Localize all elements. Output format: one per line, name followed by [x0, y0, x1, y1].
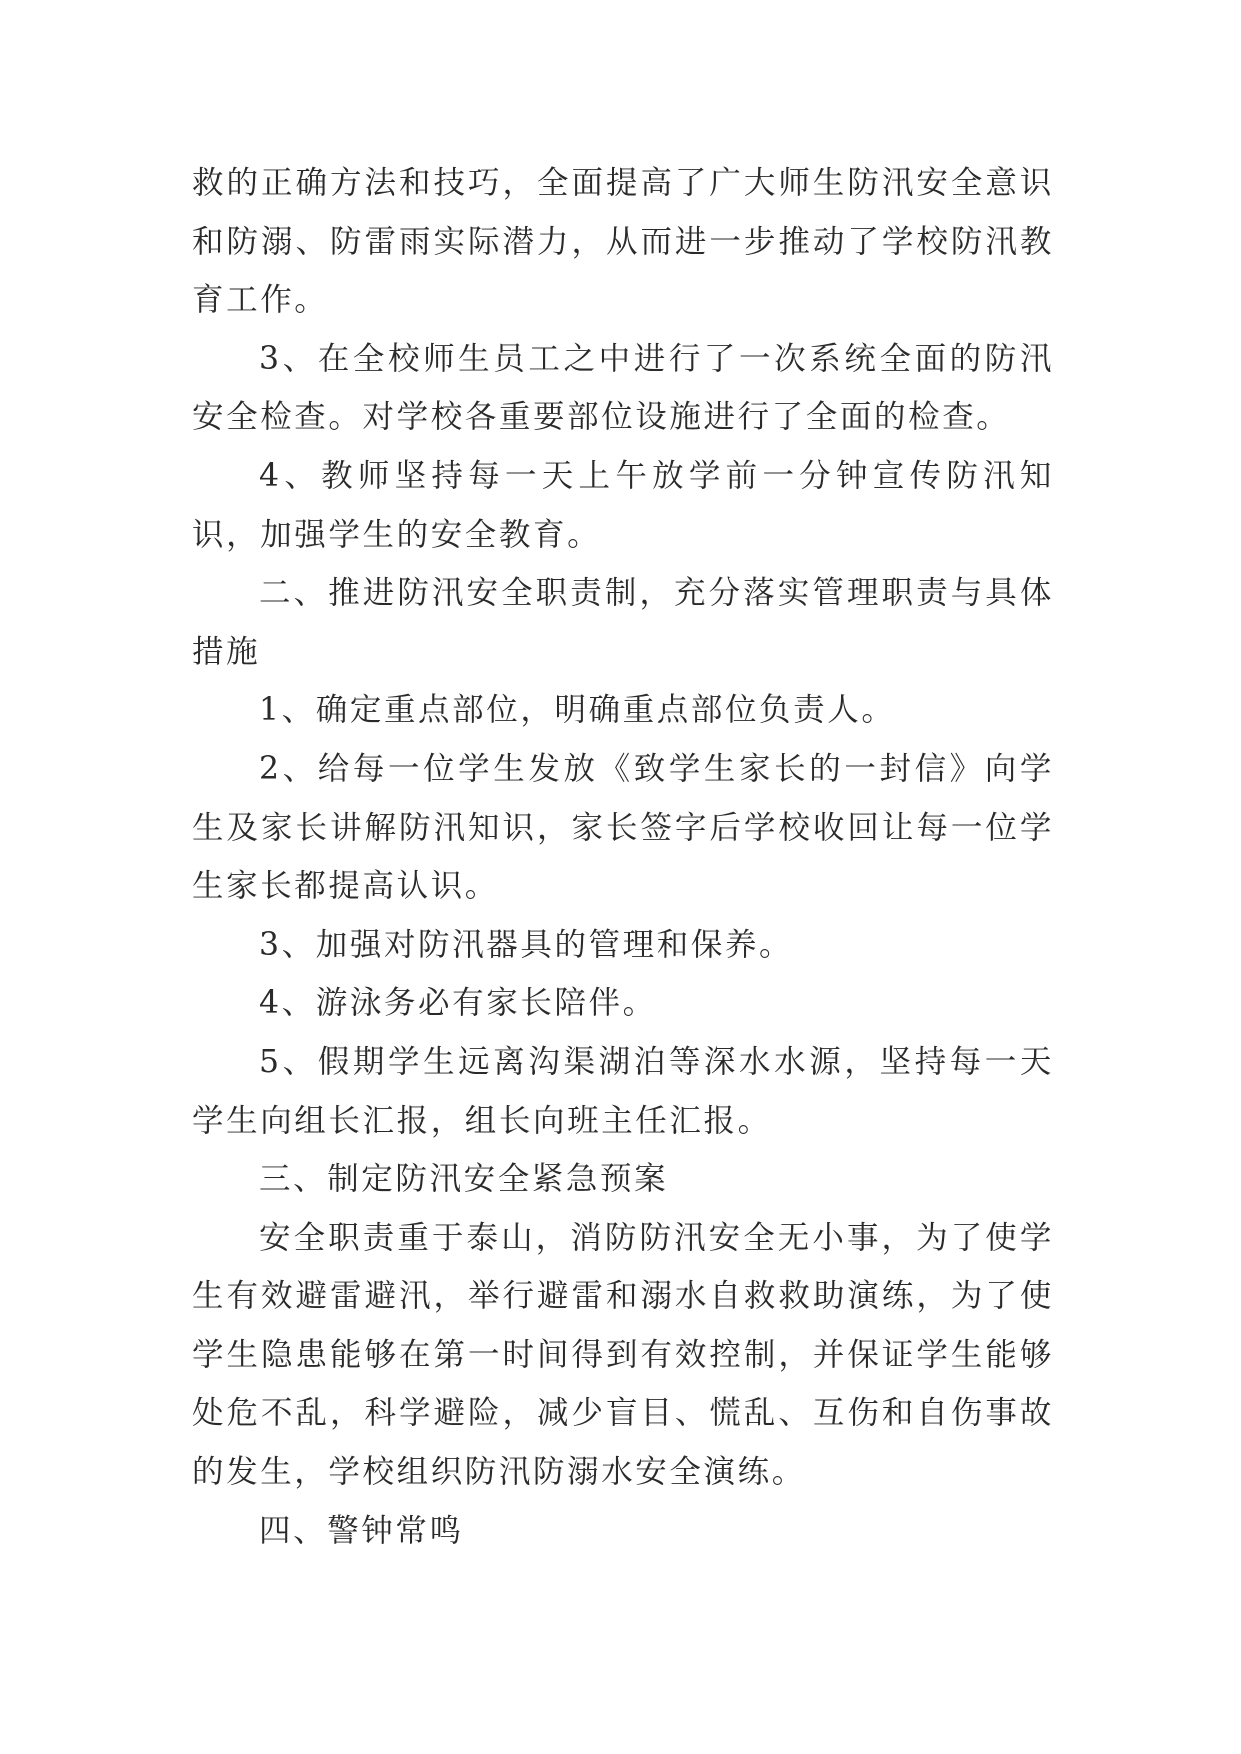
paragraph: 3、加强对防汛器具的管理和保养。 — [259, 926, 794, 963]
section-heading: 四、警钟常鸣 — [259, 1512, 464, 1549]
paragraph: 2、给每一位学生发放《致学生家长的一封信》向学生及家长讲解防汛知识，家长签字后学校收回让每一位学生家长都提高认识。 — [192, 750, 1054, 905]
paragraph: 3、在全校师生员工之中进行了一次系统全面的防汛安全检查。对学校各重要部位设施进行了全面的检查。 — [192, 340, 1054, 436]
section-heading: 二、推进防汛安全职责制，充分落实管理职责与具体措施 — [192, 575, 1054, 670]
paragraph: 1、确定重点部位，明确重点部位负责人。 — [259, 692, 896, 729]
paragraph: 4、游泳务必有家长陪伴。 — [259, 985, 657, 1022]
paragraph: 安全职责重于泰山，消防防汛安全无小事，为了使学生有效避雷避汛，举行避雷和溺水自救救助演练，为了使学生隐患能够在第一时间得到有效控制，并保证学生能够处危不乱，科学避险，减少盲目、慌乱、互伤和自伤事故的发生，学校组织防汛防溺水安全演练。 — [192, 1219, 1054, 1491]
paragraph: 救的正确方法和技巧，全面提高了广大师生防汛安全意识和防溺、防雷雨实际潜力，从而进一步推动了学校防汛教育工作。 — [192, 165, 1054, 319]
section-heading: 三、制定防汛安全紧急预案 — [259, 1161, 669, 1198]
paragraph: 5、假期学生远离沟渠湖泊等深水水源，坚持每一天学生向组长汇报，组长向班主任汇报。 — [192, 1043, 1054, 1139]
paragraph: 4、教师坚持每一天上午放学前一分钟宣传防汛知识，加强学生的安全教育。 — [192, 457, 1054, 553]
document-body — [192, 154, 1054, 1560]
